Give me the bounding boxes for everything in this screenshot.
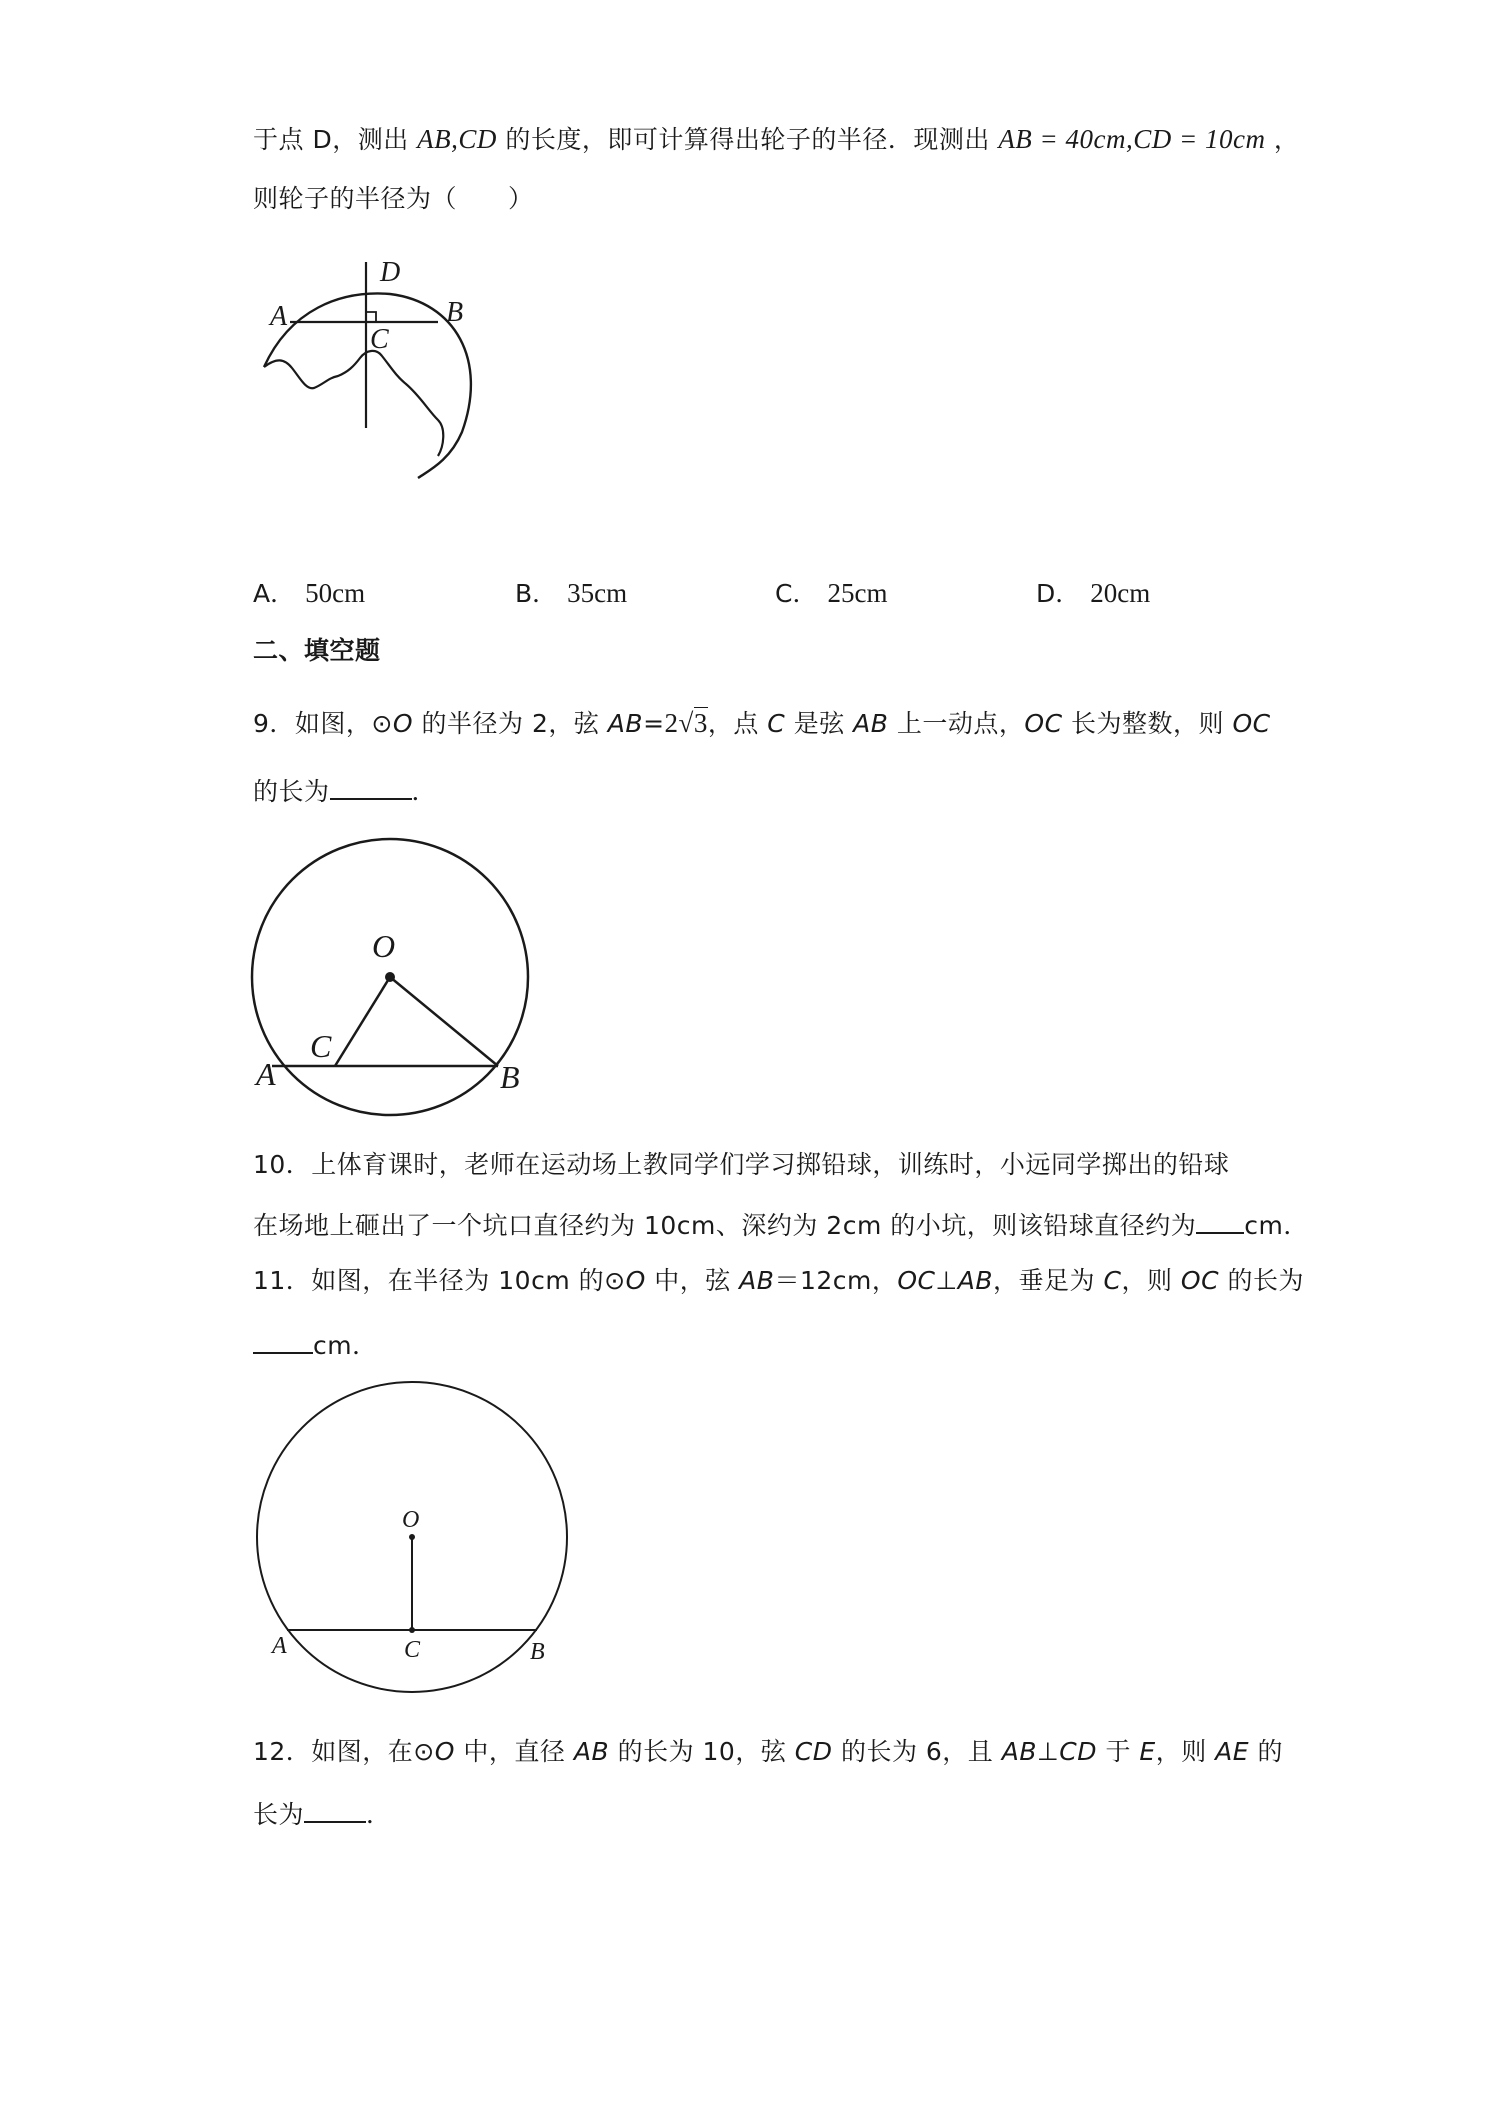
q9-line-2: 的长为 ．	[253, 772, 437, 809]
q9-radical: 2√3	[664, 708, 708, 738]
q9-label-o: O	[372, 928, 396, 964]
q8-option-c[interactable]: C． 25cm	[775, 578, 888, 608]
q11-foot-dot	[409, 1627, 415, 1633]
q11-label-c: C	[404, 1637, 421, 1663]
q12-line-1: 12．如图，在⊙O 中，直径 AB 的长为 10，弦 CD 的长为 6，且 AB⊥CD 于 E，则 AE 的	[253, 1737, 1284, 1766]
sqrt-symbol: √	[678, 708, 694, 738]
q9-segment-oc	[335, 977, 390, 1066]
q8-label-b: B	[446, 297, 464, 328]
q9-label-c: C	[310, 1028, 332, 1064]
q10-line-1: 10．上体育课时，老师在运动场上教同学们学习掷铅球，训练时，小远同学掷出的铅球	[253, 1150, 1230, 1179]
q9-center-dot	[385, 972, 395, 982]
q8-equation: AB = 40cm,CD = 10cm	[998, 124, 1266, 154]
q8-option-b[interactable]: B． 35cm	[515, 578, 628, 608]
q9-label-b: B	[500, 1059, 520, 1095]
q11-line-1: 11．如图，在半径为 10cm 的⊙O 中，弦 AB＝12cm，OC⊥AB，垂足为 C，则 OC 的长为	[253, 1266, 1305, 1295]
q8-line-2: 则轮子的半径为（ ）	[253, 184, 534, 213]
q8-option-a[interactable]: A． 50cm	[253, 578, 366, 608]
q11-circle-figure	[240, 1378, 580, 1708]
q8-label-d: D	[380, 257, 401, 288]
q8-label-a: A	[270, 301, 288, 332]
section-heading: 二、填空题	[253, 636, 381, 665]
q11-answer-blank[interactable]	[253, 1326, 313, 1354]
q8-broken-edge	[264, 351, 443, 456]
q10-line-2: 在场地上砸出了一个坑口直径约为 10cm、深约为 2cm 的小坑，则该铅球直径约为 cm．	[253, 1206, 1309, 1243]
q9-line-1: 9．如图，⊙O 的半径为 2，弦 AB=2√3，点 C 是弦 AB 上一动点，OC 长为整数，则 OC	[253, 708, 1271, 738]
q9-circle-figure	[240, 830, 540, 1130]
q8-ab-cd: AB,CD	[417, 124, 497, 154]
q8-right-angle-mark	[366, 312, 376, 322]
q9-label-a: A	[256, 1056, 276, 1092]
q12-line-2: 长为 ．	[253, 1795, 392, 1832]
q11-line-2: cm．	[253, 1326, 378, 1363]
q8-label-c: C	[370, 324, 389, 355]
q8-wheel-figure	[250, 250, 490, 480]
q8-line-1: 于点 D，测出 AB,CD 的长度，即可计算得出轮子的半径．现测出 AB = 40cm,CD = 10cm ，	[253, 124, 1300, 154]
q11-center-dot	[409, 1534, 415, 1540]
q11-label-o: O	[402, 1507, 420, 1533]
q8-option-d[interactable]: D． 20cm	[1036, 578, 1151, 608]
q10-answer-blank[interactable]	[1196, 1206, 1244, 1234]
q11-label-a: A	[272, 1633, 287, 1659]
q9-answer-blank[interactable]	[330, 772, 412, 800]
q11-label-b: B	[530, 1639, 545, 1665]
q12-answer-blank[interactable]	[304, 1795, 366, 1823]
q9-segment-ob	[390, 977, 498, 1066]
